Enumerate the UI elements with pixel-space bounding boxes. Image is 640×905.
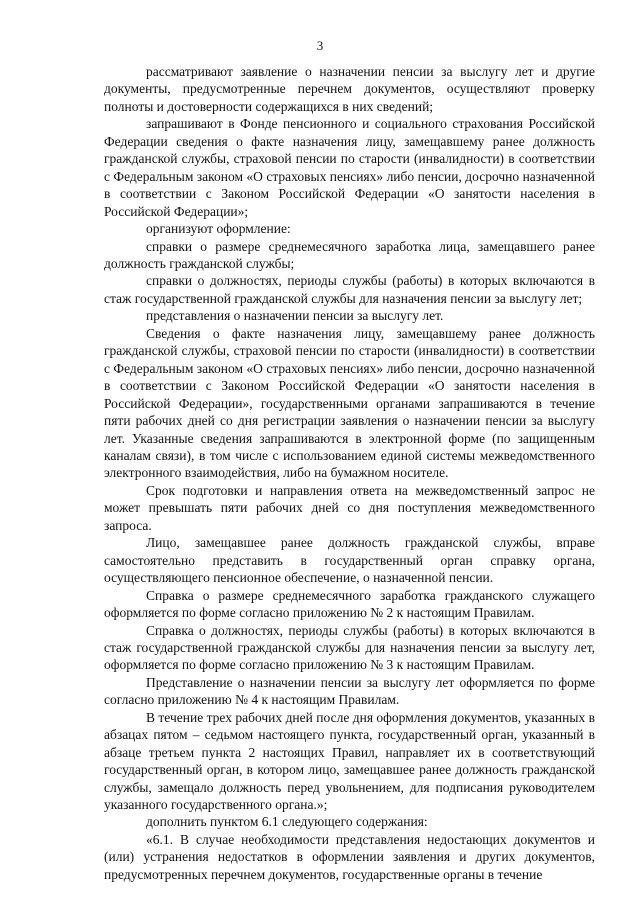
paragraph: Справка о должностях, периоды службы (работы) в которых включаются в стаж государственной гражданской службы для назначения пенсии за выслугу лет, оформляется по форме согласно приложению № 3 к настоящим Правилам. — [104, 622, 595, 673]
paragraph: рассматривают заявление о назначении пенсии за выслугу лет и другие документы, предусмотренные перечнем документов, осуществляют проверку полноты и достоверности содержащихся в них сведений; — [104, 64, 595, 114]
paragraph: Сведения о факте назначения лицу, замещавшему ранее должность гражданской службы, страховой пенсии по старости (инвалидности) в соответствии с Федеральным законом «О страховых пенсиях» либо пенсии, досрочно назначенной в соответствии с Законом Российской Федерации «О занятости населения в Российской Федерации», государственными органами запрашиваются в течение пяти рабочих дней со дня регистрации заявления о назначении пенсии за выслугу лет. Указанные сведения запрашиваются в электронной форме (по защищенным каналам связи), в том числе с использованием единой системы межведомственного электронного взаимодействия, либо на бумажном носителе. — [104, 325, 595, 481]
page-number: 3 — [316, 38, 324, 53]
paragraph: Представление о назначении пенсии за выслугу лет оформляется по форме согласно приложению № 4 к настоящим Правилам. — [104, 674, 595, 708]
paragraph: «6.1. В случае необходимости представления недостающих документов и (или) устранения недостатков в оформлении заявления и других документов, предусмотренных перечнем документов, государственные органы в течение — [104, 831, 595, 882]
paragraph: справки о должностях, периоды службы (работы) в которых включаются в стаж государственной гражданской службы для назначения пенсии за выслугу лет; — [104, 273, 595, 306]
paragraph: запрашивают в Фонде пенсионного и социального страхования Российской Федерации сведения о факте назначения лицу, замещавшему ранее должность гражданской службы, страховой пенсии по старости (инвалидности) в соответствии с Федеральным законом «О страховых пенсиях» либо пенсии, досрочно назначенной в соответствии с Законом Российской Федерации «О занятости населения в Российской Федерации»; — [104, 116, 595, 219]
paragraph: дополнить пунктом 6.1 следующего содержания: — [146, 814, 428, 830]
paragraph: Срок подготовки и направления ответа на межведомственный запрос не может превышать пяти рабочих дней со дня поступления межведомственного запроса. — [104, 482, 595, 533]
paragraph: организуют оформление: — [146, 221, 291, 237]
paragraph: Справка о размере среднемесячного заработка гражданского служащего оформляется по форме согласно приложению № 2 к настоящим Правилам. — [104, 587, 595, 621]
paragraph: В течение трех рабочих дней после дня оформления документов, указанных в абзацах пятом – седьмом настоящего пункта, государственный орган, указанный в абзаце третьем пункта 2 настоящих Правил, направляет их в соответствующий государственный орган, в котором лицо, замещавшее ранее должность гражданской службы, замещало должность перед увольнением, для подписания руководителем указанного государственного органа.»; — [104, 709, 595, 813]
paragraph: Лицо, замещавшее ранее должность гражданской службы, вправе самостоятельно представить в государственный орган справку органа, осуществляющего пенсионное обеспечение, о назначенной пенсии. — [104, 535, 595, 586]
paragraph: представления о назначении пенсии за выслугу лет. — [146, 308, 444, 324]
paragraph: справки о размере среднемесячного заработка лица, замещавшего ранее должность гражданской службы; — [104, 238, 595, 271]
document-body — [104, 63, 595, 883]
